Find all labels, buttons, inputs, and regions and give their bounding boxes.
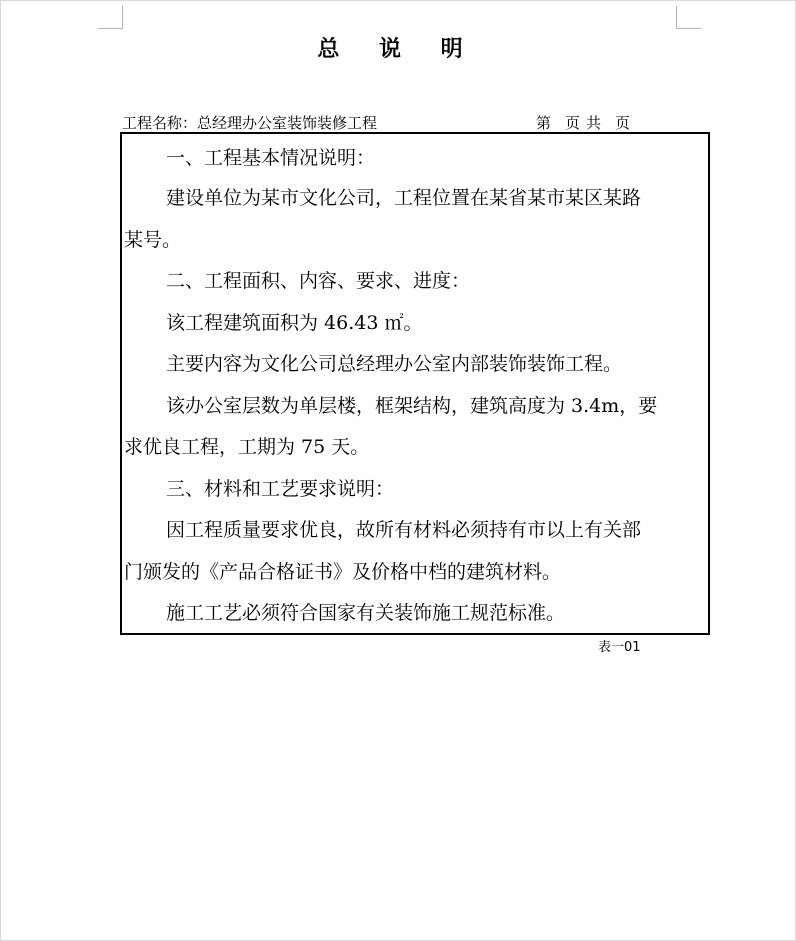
page-total-label: 共 [586, 114, 602, 132]
header-row [122, 112, 710, 132]
section-heading-2: 二、工程面积、内容、要求、进度： [166, 270, 471, 292]
table-footnote: 表一01 [598, 640, 641, 655]
paragraph-line: 求优良工程，工期为 75 天。 [124, 436, 370, 458]
paragraph-line: 施工工艺必须符合国家有关装饰施工规范标准。 [166, 602, 566, 624]
section-heading-1: 一、工程基本情况说明： [166, 147, 376, 169]
project-name: 工程名称：总经理办公室装饰装修工程 [122, 114, 378, 132]
paragraph-line: 某号。 [124, 229, 182, 251]
paragraph-line: 因工程质量要求优良，故所有材料必须持有市以上有关部 [166, 519, 642, 541]
page-info [536, 112, 630, 133]
paragraph-line: 主要内容为文化公司总经理办公室内部装饰装饰工程。 [166, 353, 623, 375]
margin-corner-top-right [676, 6, 701, 29]
paragraph-line: 建设单位为某市文化公司，工程位置在某省某市某区某路 [166, 187, 642, 209]
page-total-unit-label: 页 [615, 114, 631, 132]
paragraph-line: 该工程建筑面积为 46.43 ㎡。 [166, 312, 423, 334]
paragraph-line: 门颁发的《产品合格证书》及价格中档的建筑材料。 [124, 561, 562, 583]
page-title: 总 说 明 [317, 37, 479, 62]
section-heading-3: 三、材料和工艺要求说明： [166, 478, 395, 500]
description-box [120, 132, 710, 635]
paragraph-line: 该办公室层数为单层楼，框架结构，建筑高度为 3.4m，要 [166, 395, 658, 417]
page-number-label: 第 [536, 114, 552, 132]
margin-corner-top-left [98, 6, 123, 29]
page-unit-label: 页 [565, 114, 581, 132]
